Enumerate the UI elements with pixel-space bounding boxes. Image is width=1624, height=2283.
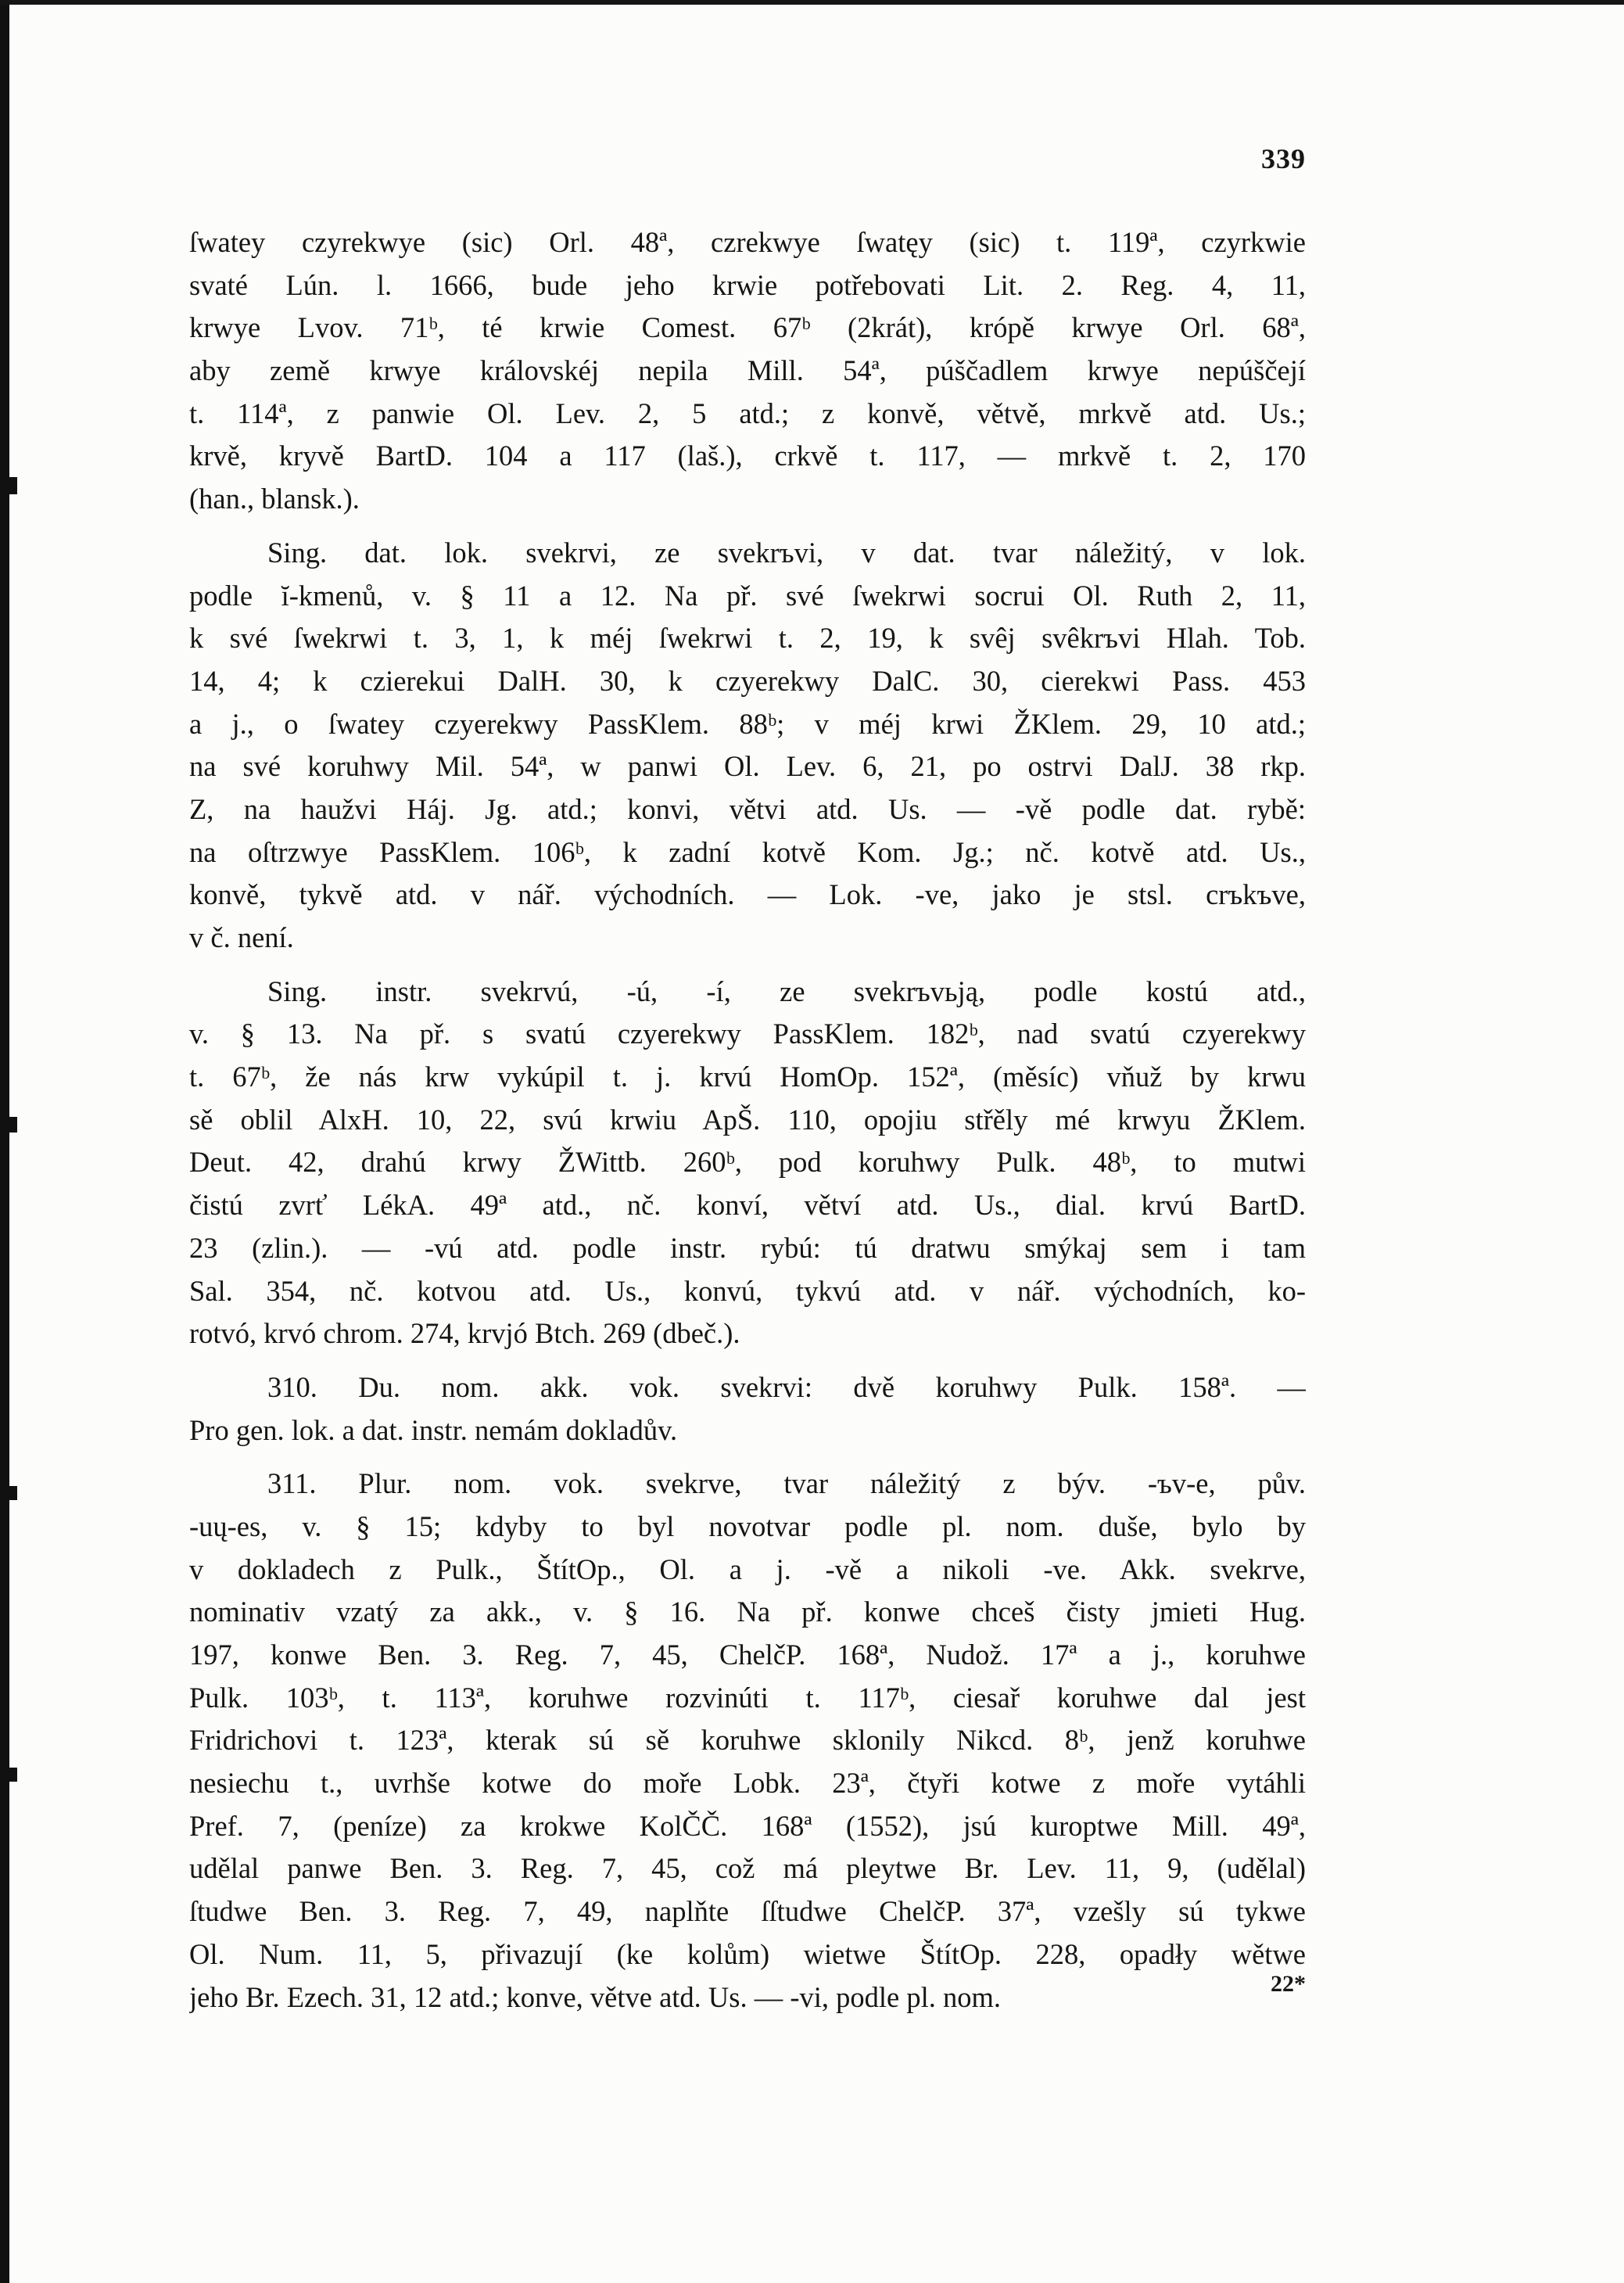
paragraph-gap xyxy=(189,1355,1306,1366)
text-line: k své ſwekrwi t. 3, 1, k méj ſwekrwi t. 2, 19, k svêj svêkrъvi Hlah. Tob. xyxy=(189,622,1306,655)
text-line: Pref. 7, (peníze) za krokwe KolČČ. 168ª (1552), jsú kuroptwe Mill. 49ª, xyxy=(189,1809,1306,1842)
text-line: Pro gen. lok. a dat. instr. nemám dokladův. xyxy=(189,1413,678,1446)
text-line: v. § 13. Na př. s svatú czyerekwy PassKlem. 182ᵇ, nad svatú czyerekwy xyxy=(189,1018,1306,1050)
text-line: ſwatey czyrekwye (sic) Orl. 48ª, czrekwye ſwatęy (sic) t. 119ª, czyrkwie xyxy=(189,226,1306,258)
text-line: (han., blansk.). xyxy=(189,483,360,515)
text-line: čistú zvrť LékA. 49ª atd., nč. konví, větví atd. Us., dial. krvú BartD. xyxy=(189,1189,1306,1222)
text-line: jeho Br. Ezech. 31, 12 atd.; konve, větve atd. Us. — -vi, podle pl. nom. xyxy=(189,1980,1002,2013)
text-line: v č. není. xyxy=(189,921,294,953)
text-line: Sal. 354, nč. kotvou atd. Us., konvú, tykvú atd. v nář. východních, ko- xyxy=(189,1274,1306,1307)
margin-mark xyxy=(9,1486,17,1500)
text-line: 23 (zlin.). — -vú atd. podle instr. rybú: tú dratwu smýkaj sem i tam xyxy=(189,1231,1306,1264)
text-line: nesiechu t., uvrhše kotwe do moře Lobk. 23ª, čtyři kotwe z moře vytáhli xyxy=(189,1767,1306,1800)
text-line: aby země krwye královskéj nepila Mill. 54ª, púščadlem krwye nepúščejí xyxy=(189,354,1306,387)
printer-signature: 22* xyxy=(1271,1971,1306,1997)
text-line: Sing. instr. svekrvú, -ú, -í, ze svekrъvьją, podle kostú atd., xyxy=(267,975,1306,1007)
text-line: 197, konwe Ben. 3. Reg. 7, 45, ChelčP. 168ª, Nudož. 17ª a j., koruhwe xyxy=(189,1639,1306,1671)
text-line: 310. Du. nom. akk. vok. svekrvi: dvě koruhwy Pulk. 158ª. — xyxy=(267,1370,1306,1403)
text-line: 311. Plur. nom. vok. svekrve, tvar náležitý z býv. -ъv-e, pův. xyxy=(267,1467,1306,1500)
text-line: Fridrichovi t. 123ª, kterak sú sě koruhwe sklonily Nikcd. 8ᵇ, jenž koruhwe xyxy=(189,1724,1306,1757)
paragraph-gap xyxy=(189,960,1306,971)
body-text xyxy=(189,221,1306,2019)
text-line: Deut. 42, drahú krwy ŽWittb. 260ᵇ, pod koruhwy Pulk. 48ᵇ, to mutwi xyxy=(189,1146,1306,1179)
scan-left-edge xyxy=(0,0,9,2283)
text-line: Pulk. 103ᵇ, t. 113ª, koruhwe rozvinúti t. 117ᵇ, ciesař koruhwe dal jest xyxy=(189,1681,1306,1714)
text-line: podle ĭ-kmenů, v. § 11 a 12. Na př. své ſwekrwi socrui Ol. Ruth 2, 11, xyxy=(189,579,1306,612)
text-line: ſtudwe Ben. 3. Reg. 7, 49, naplňte ſſtudwe ChelčP. 37ª, vzešly sú tykwe xyxy=(189,1895,1306,1928)
paragraph-gap xyxy=(189,521,1306,532)
text-line: na své koruhwy Mil. 54ª, w panwi Ol. Lev. 6, 21, po ostrvi DalJ. 38 rkp. xyxy=(189,750,1306,783)
page-number: 339 xyxy=(1261,143,1306,174)
text-line: nominativ vzatý za akk., v. § 16. Na př. konwe chceš čisty jmieti Hug. xyxy=(189,1596,1306,1628)
text-line: krvě, kryvě BartD. 104 a 117 (laš.), crkvě t. 117, — mrkvě t. 2, 170 xyxy=(189,440,1306,472)
text-line: -uų-es, v. § 15; kdyby to byl novotvar podle pl. nom. duše, bylo by xyxy=(189,1509,1306,1542)
scan-top-edge xyxy=(0,0,1624,5)
text-line: rotvó, krvó chrom. 274, krvjó Btch. 269 (dbeč.). xyxy=(189,1317,740,1350)
text-line: konvě, tykvě atd. v nář. východních. — Lok. -ve, jako je stsl. crъkъve, xyxy=(189,878,1306,911)
text-line: 14, 4; k czierekui DalH. 30, k czyerekwy DalC. 30, cierekwi Pass. 453 xyxy=(189,664,1306,697)
text-line: udělal panwe Ben. 3. Reg. 7, 45, což má pleytwe Br. Lev. 11, 9, (udělal) xyxy=(189,1852,1306,1885)
text-line: t. 67ᵇ, že nás krw vykúpil t. j. krvú HomOp. 152ª, (měsíc) vňuž by krwu xyxy=(189,1061,1306,1093)
text-line: Sing. dat. lok. svekrvi, ze svekrъvi, v dat. tvar náležitý, v lok. xyxy=(267,536,1306,569)
text-line: t. 114ª, z panwie Ol. Lev. 2, 5 atd.; z konvě, větvě, mrkvě atd. Us.; xyxy=(189,397,1306,429)
text-line: Z, na haužvi Háj. Jg. atd.; konvi, větvi atd. Us. — -vě podle dat. rybě: xyxy=(189,792,1306,825)
text-line: na oſtrzwye PassKlem. 106ᵇ, k zadní kotvě Kom. Jg.; nč. kotvě atd. Us., xyxy=(189,835,1306,868)
text-line: v dokladech z Pulk., ŠtítOp., Ol. a j. -vě a nikoli -ve. Akk. svekrve, xyxy=(189,1553,1306,1585)
text-line: a j., o ſwatey czyerekwy PassKlem. 88ᵇ; v méj krwi ŽKlem. 29, 10 atd.; xyxy=(189,707,1306,740)
text-line: svaté Lún. l. 1666, bude jeho krwie potřebovati Lit. 2. Reg. 4, 11, xyxy=(189,268,1306,301)
paragraph-gap xyxy=(189,1452,1306,1463)
text-line: Ol. Num. 11, 5, přivazují (ke kolům) wietwe ŠtítOp. 228, opadły wětwe xyxy=(189,1937,1306,1970)
margin-mark xyxy=(9,1117,17,1133)
margin-mark xyxy=(9,477,17,494)
margin-mark xyxy=(9,1768,17,1782)
text-line: sě oblil AlxH. 10, 22, svú krwiu ApŠ. 110, opojiu střěly mé krwyu ŽKlem. xyxy=(189,1103,1306,1136)
text-line: krwye Lvov. 71ᵇ, té krwie Comest. 67ᵇ (2krát), krópě krwye Orl. 68ª, xyxy=(189,311,1306,344)
